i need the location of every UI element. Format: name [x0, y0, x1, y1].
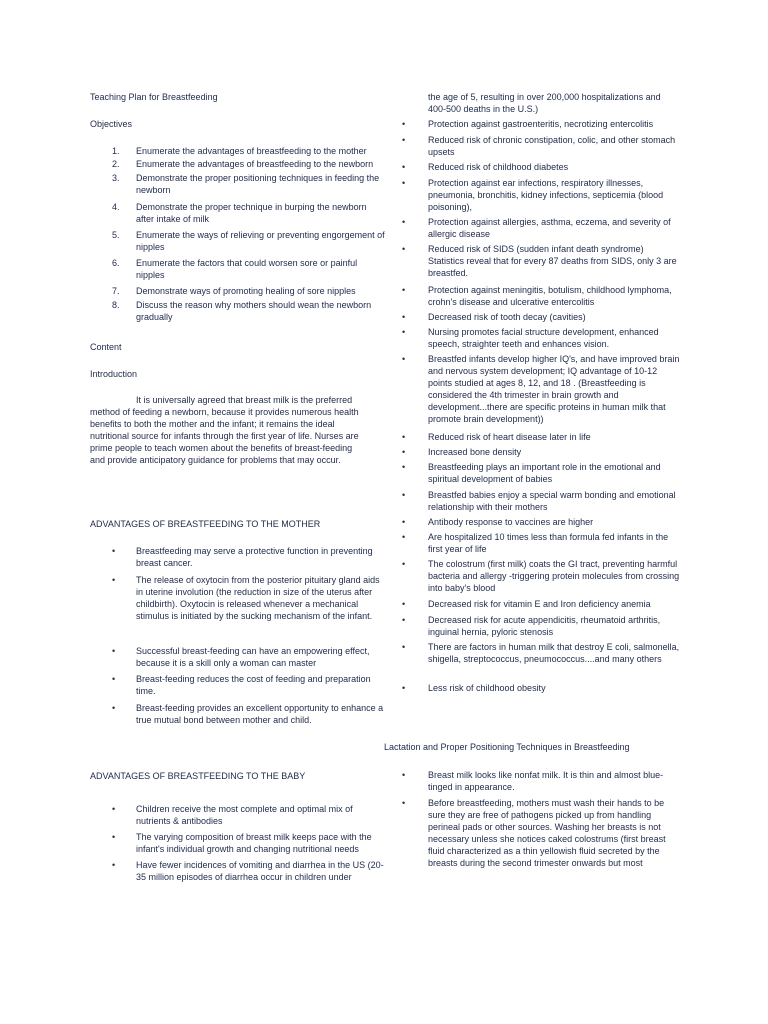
baby-advantages-heading: ADVANTAGES OF BREASTFEEDING TO THE BABY: [90, 771, 306, 781]
mother-advantages-heading: ADVANTAGES OF BREASTFEEDING TO THE MOTHER: [90, 519, 321, 529]
lactation-heading: Lactation and Proper Positioning Techniques in Breastfeeding: [384, 742, 630, 752]
objectives-heading: Objectives: [90, 119, 133, 129]
document-title: Teaching Plan for Breastfeeding: [90, 92, 218, 102]
introduction-heading: Introduction: [90, 369, 138, 379]
content-heading: Content: [90, 342, 122, 352]
continued-text: the age of 5, resulting in over 200,000 hospitalizations and 400-500 deaths in the U.S.): [428, 92, 661, 114]
introduction-paragraph: It is universally agreed that breast milk is the preferred method of feeding a newborn, because it provides numerous health benefits to both the mother and the infant; it remains the ideal nutritional source for infants through the first year of life. Nurses are prime people to teach women about the benefits of breast-feeding and provide anticipatory guidance for problems that may occur.: [90, 395, 359, 465]
